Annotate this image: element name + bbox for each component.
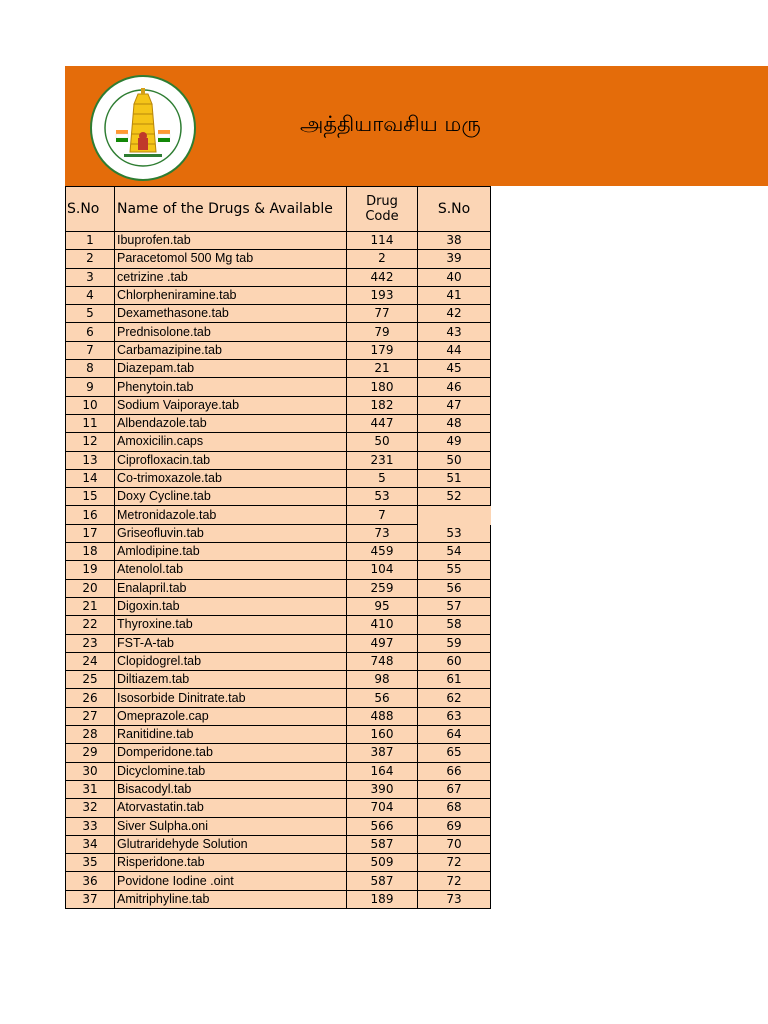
row-drug-code: 104 bbox=[347, 561, 418, 579]
row-sno: 16 bbox=[66, 506, 115, 524]
row-sno-2: 41 bbox=[418, 286, 491, 304]
header-drug-code bbox=[347, 187, 418, 232]
row-sno-2: 72 bbox=[418, 854, 491, 872]
row-drug-name: Ciprofloxacin.tab bbox=[115, 451, 347, 469]
row-drug-code: 748 bbox=[347, 652, 418, 670]
row-drug-name: Thyroxine.tab bbox=[115, 616, 347, 634]
row-drug-code: 79 bbox=[347, 323, 418, 341]
header-sno-2: S.No bbox=[418, 187, 491, 232]
row-sno-2: 67 bbox=[418, 780, 491, 798]
table-row bbox=[66, 414, 491, 432]
row-drug-code: 587 bbox=[347, 835, 418, 853]
row-sno: 11 bbox=[66, 414, 115, 432]
row-drug-code: 189 bbox=[347, 890, 418, 908]
row-sno: 29 bbox=[66, 744, 115, 762]
row-sno: 32 bbox=[66, 799, 115, 817]
row-drug-code: 179 bbox=[347, 341, 418, 359]
row-sno-2: 39 bbox=[418, 250, 491, 268]
row-sno-2: 38 bbox=[418, 232, 491, 250]
table-row bbox=[66, 360, 491, 378]
row-sno: 36 bbox=[66, 872, 115, 890]
row-drug-code: 231 bbox=[347, 451, 418, 469]
table-header-row bbox=[66, 187, 491, 232]
row-drug-code: 73 bbox=[347, 524, 418, 542]
table-row bbox=[66, 597, 491, 615]
row-sno-2: 44 bbox=[418, 341, 491, 359]
row-drug-name: Atenolol.tab bbox=[115, 561, 347, 579]
table-row bbox=[66, 305, 491, 323]
row-drug-name: Amitriphyline.tab bbox=[115, 890, 347, 908]
row-drug-code: 7 bbox=[347, 506, 418, 524]
row-drug-code: 488 bbox=[347, 707, 418, 725]
row-sno-2: 59 bbox=[418, 634, 491, 652]
row-drug-code: 704 bbox=[347, 799, 418, 817]
table-row bbox=[66, 634, 491, 652]
table-row bbox=[66, 835, 491, 853]
row-drug-name: Albendazole.tab bbox=[115, 414, 347, 432]
row-sno-2: 62 bbox=[418, 689, 491, 707]
table-row bbox=[66, 652, 491, 670]
table-row bbox=[66, 268, 491, 286]
row-sno-2: 50 bbox=[418, 451, 491, 469]
row-drug-name: Ranitidine.tab bbox=[115, 726, 347, 744]
row-drug-name: Ibuprofen.tab bbox=[115, 232, 347, 250]
header-banner bbox=[65, 66, 768, 186]
row-drug-name: Prednisolone.tab bbox=[115, 323, 347, 341]
table-row bbox=[66, 671, 491, 689]
row-sno-2: 45 bbox=[418, 360, 491, 378]
row-drug-code: 95 bbox=[347, 597, 418, 615]
row-sno-2: 60 bbox=[418, 652, 491, 670]
row-drug-code: 77 bbox=[347, 305, 418, 323]
table-row bbox=[66, 488, 491, 506]
row-drug-code: 509 bbox=[347, 854, 418, 872]
row-sno-2: 43 bbox=[418, 323, 491, 341]
table-row bbox=[66, 707, 491, 725]
table-row bbox=[66, 579, 491, 597]
table-row bbox=[66, 451, 491, 469]
row-sno: 23 bbox=[66, 634, 115, 652]
row-drug-name: Paracetomol 500 Mg tab bbox=[115, 250, 347, 268]
row-sno-2: 70 bbox=[418, 835, 491, 853]
row-sno: 37 bbox=[66, 890, 115, 908]
table-row bbox=[66, 762, 491, 780]
table-row bbox=[66, 744, 491, 762]
row-drug-name: Enalapril.tab bbox=[115, 579, 347, 597]
row-drug-name: Phenytoin.tab bbox=[115, 378, 347, 396]
row-drug-name: Domperidone.tab bbox=[115, 744, 347, 762]
row-sno: 3 bbox=[66, 268, 115, 286]
row-drug-code: 21 bbox=[347, 360, 418, 378]
row-drug-name: Digoxin.tab bbox=[115, 597, 347, 615]
row-drug-name: Doxy Cycline.tab bbox=[115, 488, 347, 506]
row-sno: 2 bbox=[66, 250, 115, 268]
row-sno: 8 bbox=[66, 360, 115, 378]
row-drug-name: Carbamazipine.tab bbox=[115, 341, 347, 359]
header-drug-code-line1: Drug bbox=[366, 194, 398, 209]
row-drug-code: 5 bbox=[347, 469, 418, 487]
row-sno: 24 bbox=[66, 652, 115, 670]
banner-title: அத்தியாவசிய மரு bbox=[300, 112, 481, 136]
row-sno: 33 bbox=[66, 817, 115, 835]
row-drug-name: Sodium Vaiporaye.tab bbox=[115, 396, 347, 414]
row-drug-name: Amoxicilin.caps bbox=[115, 433, 347, 451]
row-drug-code: 387 bbox=[347, 744, 418, 762]
table-row bbox=[66, 543, 491, 561]
row-sno: 28 bbox=[66, 726, 115, 744]
row-drug-code: 459 bbox=[347, 543, 418, 561]
row-sno-2: 64 bbox=[418, 726, 491, 744]
table-row bbox=[66, 469, 491, 487]
row-drug-name: Dexamethasone.tab bbox=[115, 305, 347, 323]
row-sno-2: 47 bbox=[418, 396, 491, 414]
row-drug-code: 98 bbox=[347, 671, 418, 689]
tamil-nadu-emblem-logo bbox=[88, 74, 198, 182]
row-sno-2: 55 bbox=[418, 561, 491, 579]
row-sno-2: 63 bbox=[418, 707, 491, 725]
row-sno-2: 58 bbox=[418, 616, 491, 634]
row-sno: 18 bbox=[66, 543, 115, 561]
row-drug-code: 164 bbox=[347, 762, 418, 780]
row-drug-name: Bisacodyl.tab bbox=[115, 780, 347, 798]
row-sno-2: 72 bbox=[418, 872, 491, 890]
row-sno: 21 bbox=[66, 597, 115, 615]
table-row bbox=[66, 561, 491, 579]
row-sno: 22 bbox=[66, 616, 115, 634]
row-sno-2: 52 bbox=[418, 488, 491, 506]
row-sno-2: 46 bbox=[418, 378, 491, 396]
row-drug-name: Siver Sulpha.oni bbox=[115, 817, 347, 835]
row-sno: 31 bbox=[66, 780, 115, 798]
row-drug-code: 497 bbox=[347, 634, 418, 652]
row-drug-name: Omeprazole.cap bbox=[115, 707, 347, 725]
row-sno-2 bbox=[418, 506, 491, 524]
table-row bbox=[66, 689, 491, 707]
row-sno: 7 bbox=[66, 341, 115, 359]
table-row bbox=[66, 780, 491, 798]
row-sno-2: 69 bbox=[418, 817, 491, 835]
row-drug-name: Clopidogrel.tab bbox=[115, 652, 347, 670]
row-drug-name: Povidone Iodine .oint bbox=[115, 872, 347, 890]
table-row bbox=[66, 890, 491, 908]
row-drug-code: 50 bbox=[347, 433, 418, 451]
row-sno-2: 49 bbox=[418, 433, 491, 451]
row-sno: 14 bbox=[66, 469, 115, 487]
row-sno: 15 bbox=[66, 488, 115, 506]
table-row bbox=[66, 872, 491, 890]
row-sno: 4 bbox=[66, 286, 115, 304]
row-drug-code: 259 bbox=[347, 579, 418, 597]
table-row bbox=[66, 378, 491, 396]
row-sno: 13 bbox=[66, 451, 115, 469]
drug-list-table bbox=[65, 186, 491, 909]
row-sno-2: 61 bbox=[418, 671, 491, 689]
row-drug-code: 390 bbox=[347, 780, 418, 798]
row-drug-name: Diltiazem.tab bbox=[115, 671, 347, 689]
header-sno: S.No bbox=[66, 187, 115, 232]
row-sno: 17 bbox=[66, 524, 115, 542]
row-sno-2: 57 bbox=[418, 597, 491, 615]
row-sno-2: 73 bbox=[418, 890, 491, 908]
table-row bbox=[66, 799, 491, 817]
table-row bbox=[66, 323, 491, 341]
row-drug-name: cetrizine .tab bbox=[115, 268, 347, 286]
row-drug-name: Diazepam.tab bbox=[115, 360, 347, 378]
row-drug-name: FST-A-tab bbox=[115, 634, 347, 652]
row-sno: 34 bbox=[66, 835, 115, 853]
row-sno: 35 bbox=[66, 854, 115, 872]
row-sno-2: 66 bbox=[418, 762, 491, 780]
table-row bbox=[66, 726, 491, 744]
row-drug-name: Griseofluvin.tab bbox=[115, 524, 347, 542]
row-sno: 25 bbox=[66, 671, 115, 689]
row-sno: 19 bbox=[66, 561, 115, 579]
row-drug-code: 2 bbox=[347, 250, 418, 268]
row-drug-code: 193 bbox=[347, 286, 418, 304]
row-drug-name: Chlorpheniramine.tab bbox=[115, 286, 347, 304]
row-sno-2: 42 bbox=[418, 305, 491, 323]
table-row bbox=[66, 232, 491, 250]
row-sno: 30 bbox=[66, 762, 115, 780]
row-drug-name: Glutraridehyde Solution bbox=[115, 835, 347, 853]
row-sno-2: 54 bbox=[418, 543, 491, 561]
table-row bbox=[66, 341, 491, 359]
row-drug-code: 587 bbox=[347, 872, 418, 890]
table-body bbox=[66, 232, 491, 909]
row-drug-code: 442 bbox=[347, 268, 418, 286]
header-drug-code-line2: Code bbox=[365, 209, 399, 224]
row-drug-name: Amlodipine.tab bbox=[115, 543, 347, 561]
row-drug-code: 182 bbox=[347, 396, 418, 414]
row-drug-name: Risperidone.tab bbox=[115, 854, 347, 872]
row-drug-name: Metronidazole.tab bbox=[115, 506, 347, 524]
row-drug-name: Co-trimoxazole.tab bbox=[115, 469, 347, 487]
row-drug-name: Isosorbide Dinitrate.tab bbox=[115, 689, 347, 707]
table-row bbox=[66, 250, 491, 268]
row-sno: 26 bbox=[66, 689, 115, 707]
row-drug-code: 53 bbox=[347, 488, 418, 506]
table-row bbox=[66, 616, 491, 634]
row-sno: 6 bbox=[66, 323, 115, 341]
row-sno: 27 bbox=[66, 707, 115, 725]
table-row bbox=[66, 506, 491, 524]
row-sno: 12 bbox=[66, 433, 115, 451]
row-drug-name: Dicyclomine.tab bbox=[115, 762, 347, 780]
row-sno-2: 68 bbox=[418, 799, 491, 817]
row-drug-code: 56 bbox=[347, 689, 418, 707]
table-row bbox=[66, 524, 491, 542]
row-sno-2: 48 bbox=[418, 414, 491, 432]
row-sno: 5 bbox=[66, 305, 115, 323]
row-sno-2: 56 bbox=[418, 579, 491, 597]
row-drug-code: 566 bbox=[347, 817, 418, 835]
row-drug-code: 180 bbox=[347, 378, 418, 396]
row-sno-2: 51 bbox=[418, 469, 491, 487]
table-row bbox=[66, 286, 491, 304]
row-drug-code: 447 bbox=[347, 414, 418, 432]
row-drug-code: 160 bbox=[347, 726, 418, 744]
header-drug-name: Name of the Drugs & Available bbox=[115, 187, 347, 232]
table-row bbox=[66, 396, 491, 414]
row-sno-2: 40 bbox=[418, 268, 491, 286]
row-sno: 1 bbox=[66, 232, 115, 250]
row-sno-2: 53 bbox=[418, 524, 491, 542]
row-sno: 20 bbox=[66, 579, 115, 597]
table-row bbox=[66, 817, 491, 835]
row-sno: 10 bbox=[66, 396, 115, 414]
row-drug-code: 410 bbox=[347, 616, 418, 634]
row-drug-name: Atorvastatin.tab bbox=[115, 799, 347, 817]
row-sno-2: 65 bbox=[418, 744, 491, 762]
row-drug-code: 114 bbox=[347, 232, 418, 250]
row-sno: 9 bbox=[66, 378, 115, 396]
table-row bbox=[66, 854, 491, 872]
table-row bbox=[66, 433, 491, 451]
